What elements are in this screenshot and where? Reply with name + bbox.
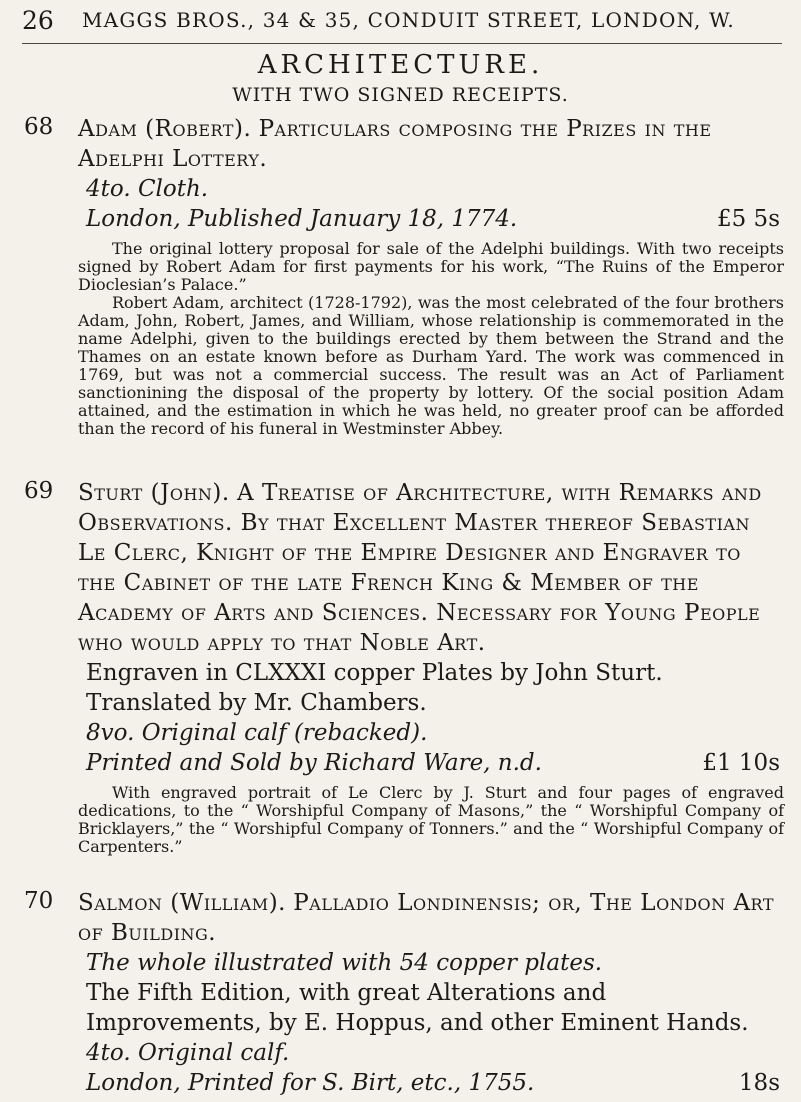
entry-imprint: London, Published January 18, 1774.: [86, 206, 518, 232]
entry-number: 70: [24, 888, 54, 914]
entry-number: 69: [24, 478, 54, 504]
entry-imprint: Printed and Sold by Richard Ware, n.d.: [86, 750, 542, 776]
entry-imprint-row: [78, 204, 784, 234]
section-title: ARCHITECTURE.: [257, 50, 544, 80]
entry-imprint: London, Printed for S. Birt, etc., 1755.: [86, 1070, 535, 1096]
entry-illustrated: The whole illustrated with 54 copper plates.: [86, 950, 603, 976]
entry-format: 4to. Original calf.: [86, 1040, 290, 1066]
entry-author: Adam (Robert).: [78, 116, 252, 142]
entry-author: Sturt (John).: [78, 480, 230, 506]
entry-imprint-row: [78, 1068, 784, 1098]
entry-title: Palladio Londinensis; or, The London Art of Building.: [78, 890, 774, 946]
entry-format: 4to. Cloth.: [86, 176, 209, 202]
entry-title: Particulars composing the Prizes in the Adelphi Lottery.: [78, 116, 712, 172]
entry-price: £5 5s: [716, 206, 780, 232]
entry-title: A Treatise of Architecture, with Remarks and Observations. By that Excellent Master thereof Sebastian Le Clerc, Knight of the Empire Designer and Engraver to the Cabinet of the late French King & Member of the Academy of Arts and Sciences. Necessary for Young People who would apply to that Noble Art.: [78, 480, 762, 656]
header-rule: [22, 43, 782, 44]
entry-author: Salmon (William).: [78, 890, 286, 916]
entry-note: Robert Adam, architect (1728-1792), was the most celebrated of the four brothers Adam, John, Robert, James, and William, whose relationship is commemorated in the name Adelphi, given to the buildings erected by them between the Strand and the Thames on an estate known before as Durham Yard. The work was commenced in 1769, but was not a commercial success. The result was an Act of Parliament sanctionining the disposal of the property by lottery. Of the social position Adam attained, and the estimation in which he was held, no greater proof can be afforded than the record of his funeral in Westminster Abbey.: [78, 293, 784, 438]
entry-note: The original lottery proposal for sale of the Adelphi buildings. With two receipts signed by Robert Adam for first payments for his work, “The Ruins of the Emperor Dioclesian’s Palace.”: [78, 239, 784, 294]
entry-note: With engraved portrait of Le Clerc by J. Sturt and four pages of engraved dedications, to the “ Worshipful Company of Masons,” the “ Worshipful Company of Bricklayers,” the “ Worshipful Company of Tonners.” and the “ Worshipful Company of Carpenters.”: [78, 783, 784, 856]
entry-format: 8vo. Original calf (rebacked).: [86, 720, 428, 746]
page-number: 26: [22, 6, 54, 35]
page-header: [22, 6, 782, 46]
entry-details: The Fifth Edition, with great Alterations and Improvements, by E. Hoppus, and other Eminent Hands.: [86, 980, 749, 1036]
entry-number: 68: [24, 114, 54, 140]
entry-details: Engraven in CLXXXI copper Plates by John Sturt. Translated by Mr. Chambers.: [86, 660, 663, 716]
entry-heading: [78, 114, 784, 174]
entry-price: £1 10s: [702, 750, 780, 776]
entry-heading: [78, 478, 784, 658]
entry-heading: [78, 888, 784, 948]
section-subtitle: WITH TWO SIGNED RECEIPTS.: [232, 84, 569, 106]
entry-imprint-row: [78, 748, 784, 778]
entry-price: 18s: [738, 1070, 780, 1096]
running-title: MAGGS BROS., 34 & 35, CONDUIT STREET, LONDON, W.: [82, 8, 735, 32]
